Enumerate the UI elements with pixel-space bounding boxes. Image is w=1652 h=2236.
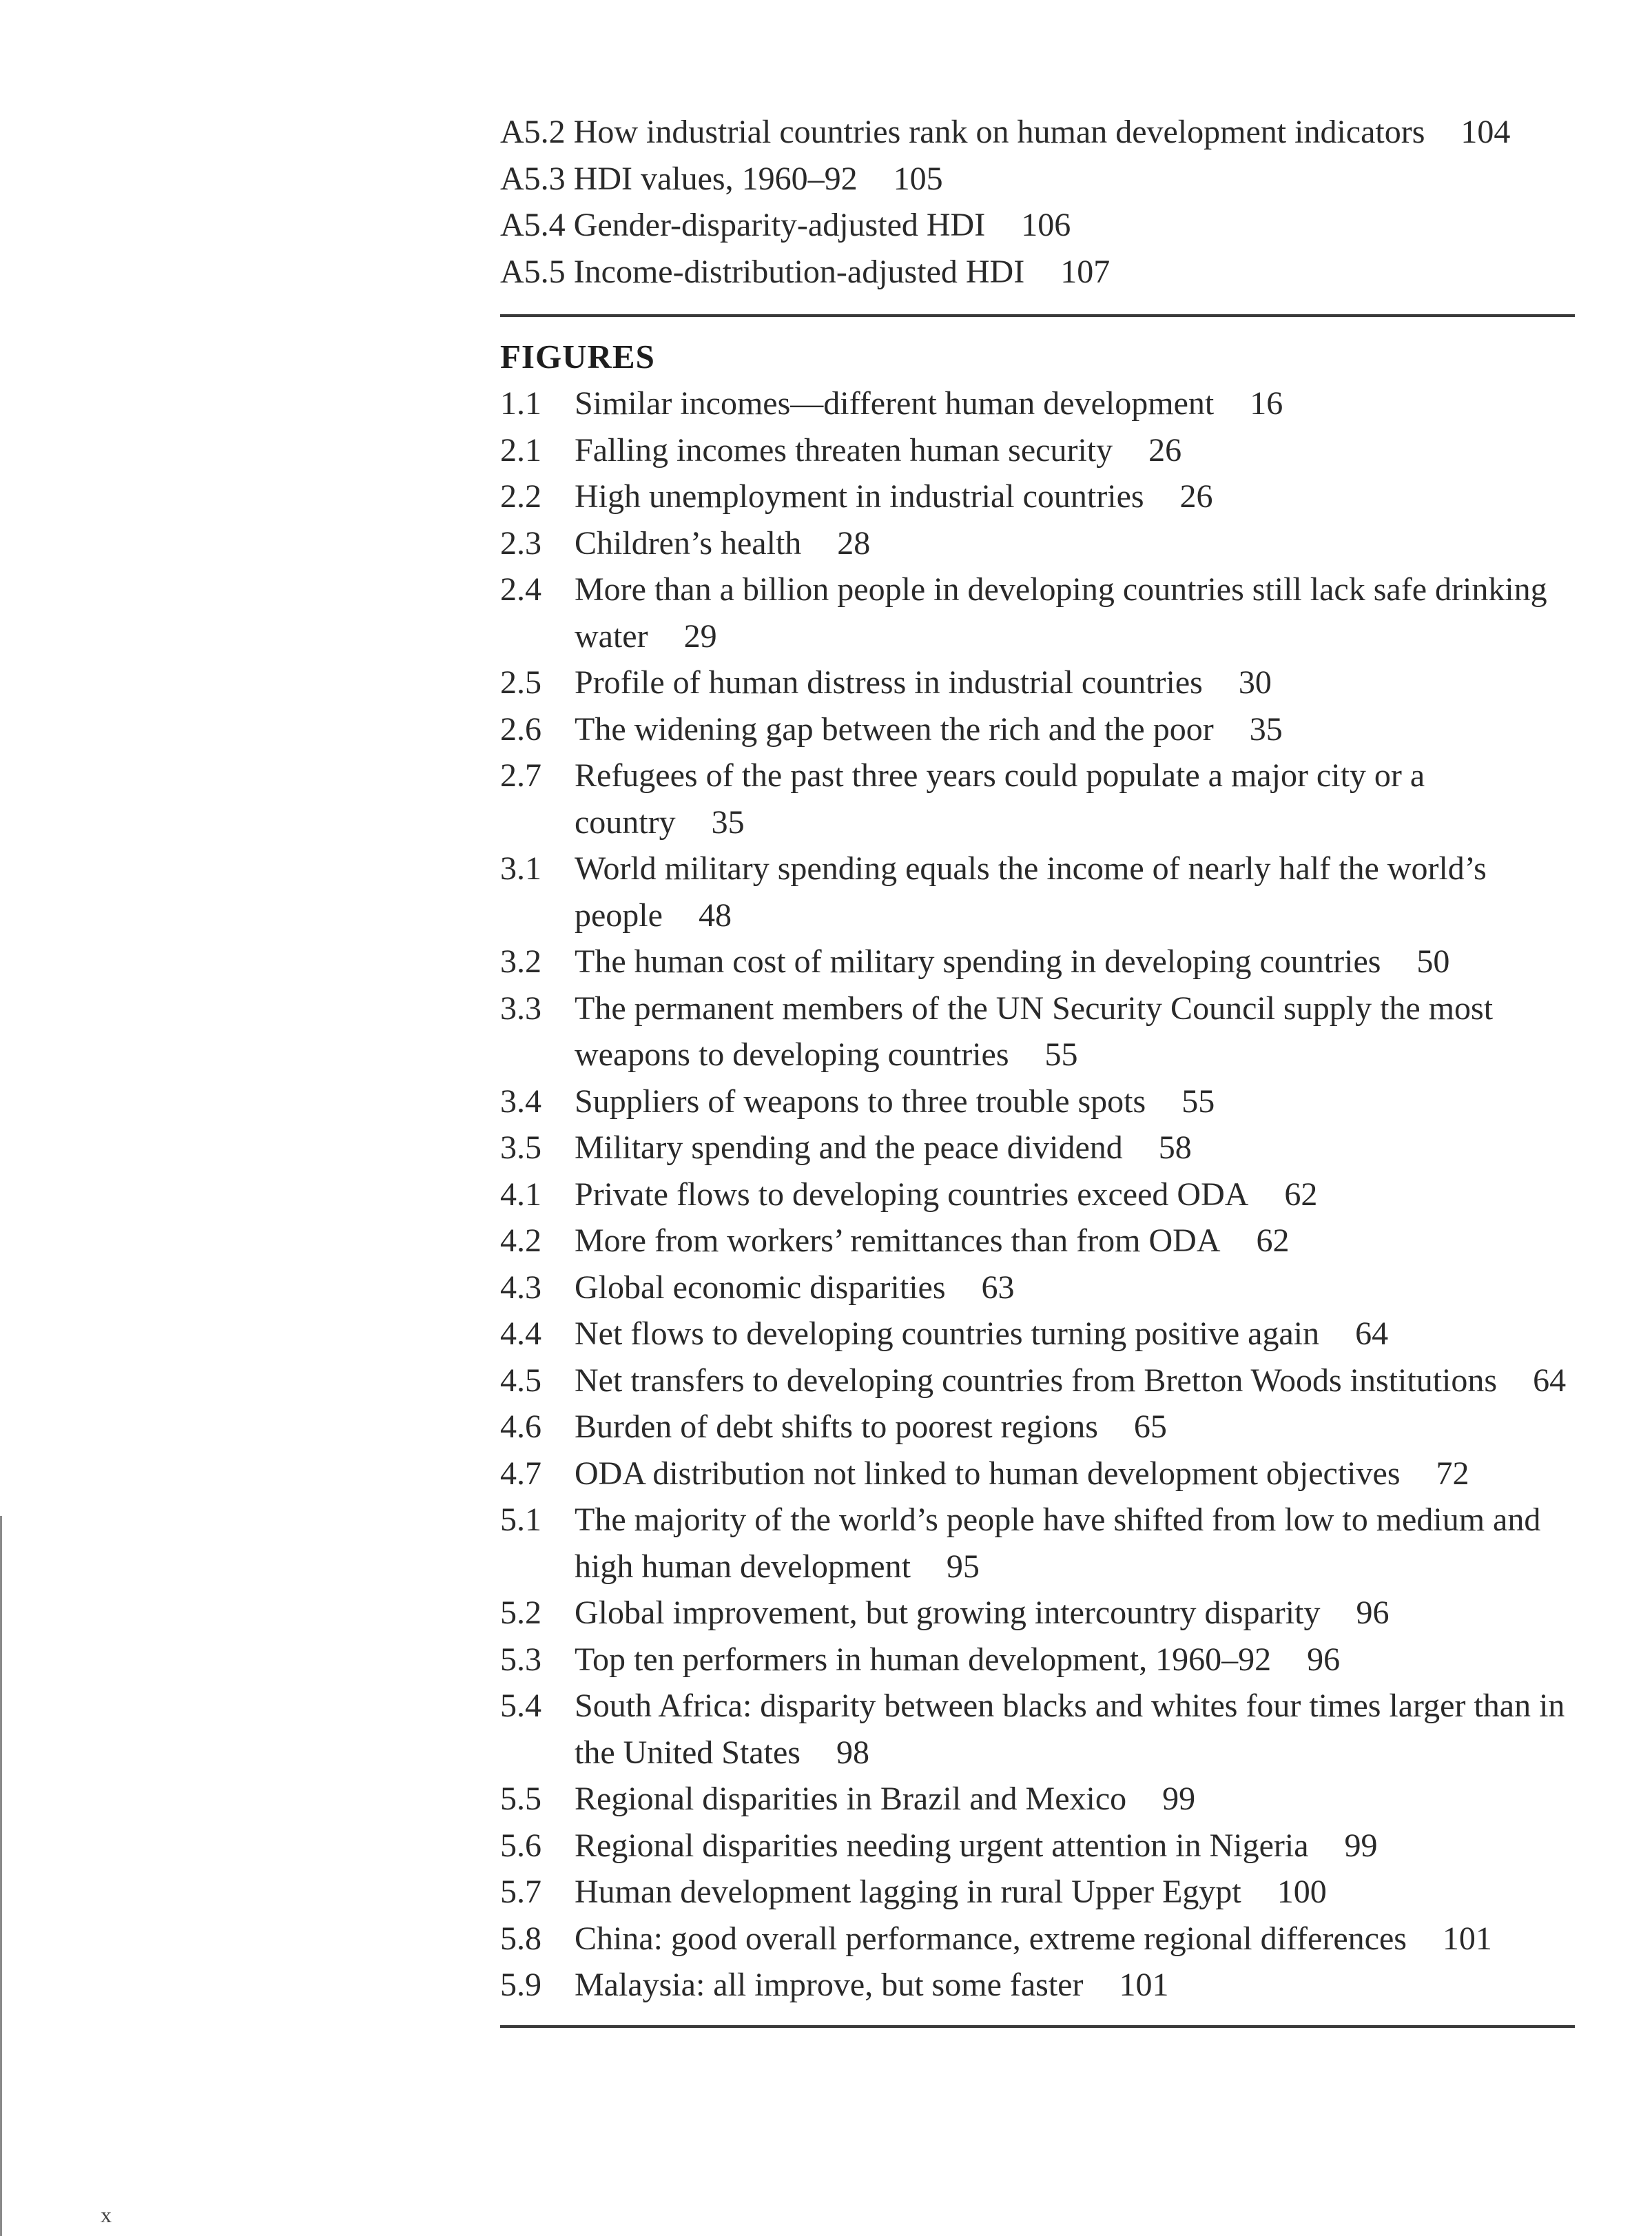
section-divider-bottom	[500, 2025, 1575, 2028]
table-entry-page: 106	[1021, 207, 1071, 243]
figure-page: 62	[1284, 1176, 1318, 1213]
figure-number: 5.6	[500, 1827, 541, 1864]
section-divider-top	[500, 314, 1575, 317]
figure-title: Private flows to developing countries exceed ODA	[575, 1176, 1249, 1213]
figure-entry	[500, 1311, 1575, 1357]
figure-entry-text	[575, 1264, 1575, 1311]
figure-entry-text	[575, 1776, 1575, 1823]
figure-number: 3.1	[500, 850, 541, 887]
figure-title: The widening gap between the rich and the poor	[575, 710, 1214, 748]
table-entry	[500, 156, 1575, 203]
figure-number: 3.3	[500, 989, 541, 1027]
figure-title: World military spending equals the income of nearly half the world’s people	[575, 850, 1487, 934]
figure-page: 99	[1344, 1827, 1378, 1864]
figure-number: 4.1	[500, 1176, 541, 1213]
figure-page: 62	[1256, 1222, 1290, 1259]
figure-entry	[500, 1869, 1575, 1916]
figure-entry-text	[575, 1218, 1575, 1264]
figure-title: Suppliers of weapons to three trouble spots	[575, 1083, 1146, 1120]
figure-entry-text	[575, 938, 1575, 985]
figure-page: 55	[1181, 1083, 1215, 1120]
figure-number: 2.2	[500, 478, 541, 515]
figure-number: 2.5	[500, 664, 541, 701]
figure-entry-text	[575, 1125, 1575, 1171]
figure-number: 5.5	[500, 1781, 541, 1817]
figure-page: 99	[1162, 1781, 1196, 1817]
figure-number: 4.7	[500, 1455, 541, 1492]
figure-entry-text	[575, 1637, 1575, 1683]
figure-entry-text	[575, 706, 1575, 753]
figure-entry-text	[575, 1311, 1575, 1357]
figure-number: 4.6	[500, 1408, 541, 1445]
figure-entry-text	[575, 1869, 1575, 1916]
figure-title: Malaysia: all improve, but some faster	[575, 1967, 1084, 2003]
figure-entry	[500, 1590, 1575, 1637]
figure-entry-text	[575, 1450, 1575, 1497]
figure-title: Refugees of the past three years could populate a major city or a country	[575, 757, 1425, 841]
figure-number: 5.1	[500, 1501, 541, 1538]
table-entry-title: HDI values, 1960–92	[573, 160, 858, 197]
figure-entry	[500, 659, 1575, 706]
figure-page: 48	[698, 896, 732, 934]
figure-entry	[500, 1264, 1575, 1311]
figure-entry	[500, 427, 1575, 474]
figure-page: 28	[837, 524, 871, 562]
figure-entry	[500, 985, 1575, 1078]
page-edge-shadow	[0, 1516, 2, 2236]
figure-page: 101	[1119, 1967, 1169, 2003]
figure-entry	[500, 1683, 1575, 1776]
figure-number: 4.3	[500, 1269, 541, 1306]
figure-entry	[500, 1357, 1575, 1404]
figure-number: 3.5	[500, 1129, 541, 1166]
figure-page: 50	[1416, 943, 1450, 980]
figure-entry	[500, 938, 1575, 985]
table-entry-page: 105	[893, 160, 943, 197]
page-folio: x	[101, 2202, 112, 2227]
figure-title: South Africa: disparity between blacks and whites four times larger than in the United States	[575, 1688, 1565, 1771]
figure-entry-text	[575, 1357, 1575, 1404]
figure-page: 26	[1179, 478, 1213, 515]
figure-entry	[500, 1404, 1575, 1450]
figure-entry	[500, 1916, 1575, 1962]
figure-page: 64	[1533, 1362, 1567, 1399]
figure-page: 16	[1250, 385, 1283, 422]
table-entry-page: 104	[1460, 114, 1511, 150]
figure-title: Regional disparities needing urgent attention in Nigeria	[575, 1827, 1309, 1864]
figure-number: 4.2	[500, 1222, 541, 1259]
figure-title: More than a billion people in developing countries still lack safe drinking water	[575, 571, 1547, 655]
table-entry-title: Income-distribution-adjusted HDI	[573, 253, 1025, 290]
table-entry	[500, 202, 1575, 249]
table-entry-title: How industrial countries rank on human development indicators	[573, 114, 1425, 150]
figure-title: ODA distribution not linked to human development objectives	[575, 1455, 1401, 1492]
figure-title: High unemployment in industrial countries	[575, 478, 1144, 515]
figure-title: The human cost of military spending in developing countries	[575, 943, 1381, 980]
figure-title: Regional disparities in Brazil and Mexico	[575, 1781, 1127, 1817]
figure-entry-text	[575, 659, 1575, 706]
figure-entry	[500, 1218, 1575, 1264]
figure-title: Global improvement, but growing intercountry disparity	[575, 1594, 1321, 1631]
figure-number: 2.6	[500, 710, 541, 748]
figure-title: The majority of the world’s people have shifted from low to medium and high human development	[575, 1501, 1541, 1585]
figure-title: Human development lagging in rural Upper Egypt	[575, 1874, 1241, 1910]
figure-entry-text	[575, 985, 1575, 1078]
figure-page: 96	[1307, 1641, 1341, 1678]
figure-entry-text	[575, 1916, 1575, 1962]
figure-page: 98	[836, 1734, 869, 1771]
figure-title: More from workers’ remittances than from ODA	[575, 1222, 1221, 1259]
figure-title: Global economic disparities	[575, 1269, 946, 1306]
figure-title: Top ten performers in human development, 1960–92	[575, 1641, 1272, 1678]
figure-entry-text	[575, 566, 1575, 659]
figure-entry	[500, 1078, 1575, 1125]
table-entry-title: Gender-disparity-adjusted HDI	[573, 207, 986, 243]
figure-entry	[500, 380, 1575, 427]
figure-title: Military spending and the peace dividend	[575, 1129, 1123, 1166]
figure-entry-text	[575, 1590, 1575, 1637]
figure-page: 55	[1044, 1036, 1078, 1073]
figure-entry	[500, 1776, 1575, 1823]
table-entry	[500, 109, 1575, 156]
figures-heading: FIGURES	[500, 338, 655, 376]
table-entry-label: A5.3	[500, 160, 566, 197]
figure-entry	[500, 520, 1575, 567]
figure-entry	[500, 566, 1575, 659]
figure-number: 5.4	[500, 1688, 541, 1724]
figure-title: The permanent members of the UN Security Council supply the most weapons to developing countries	[575, 989, 1494, 1073]
figure-page: 96	[1356, 1594, 1390, 1631]
figure-entry-text	[575, 380, 1575, 427]
figure-title: Profile of human distress in industrial countries	[575, 664, 1203, 701]
figure-title: Net flows to developing countries turning positive again	[575, 1315, 1320, 1352]
figure-page: 35	[1249, 710, 1283, 748]
table-entry-label: A5.5	[500, 253, 566, 290]
figure-number: 5.9	[500, 1967, 541, 2003]
figure-page: 100	[1277, 1874, 1327, 1910]
figure-page: 65	[1133, 1408, 1167, 1445]
table-entry-page: 107	[1060, 253, 1111, 290]
figure-number: 2.1	[500, 431, 541, 469]
figure-page: 58	[1158, 1129, 1192, 1166]
figure-title: Falling incomes threaten human security	[575, 431, 1113, 469]
figure-entry	[500, 1450, 1575, 1497]
figure-entry-text	[575, 1962, 1575, 2009]
figure-entry-text	[575, 752, 1575, 845]
figure-entry-text	[575, 473, 1575, 520]
figure-entry	[500, 845, 1575, 938]
figure-entry	[500, 1171, 1575, 1218]
figure-number: 3.2	[500, 943, 541, 980]
tables-list-continued	[500, 109, 1575, 295]
contents-page	[500, 109, 1575, 2028]
figure-title: Similar incomes—different human development	[575, 385, 1215, 422]
figure-entry-text	[575, 1171, 1575, 1218]
figure-title: Children’s health	[575, 524, 802, 562]
figure-page: 63	[981, 1269, 1015, 1306]
figure-number: 5.8	[500, 1920, 541, 1957]
figure-entry-text	[575, 1823, 1575, 1869]
figure-page: 101	[1442, 1920, 1492, 1957]
figure-page: 30	[1238, 664, 1272, 701]
figure-title: Net transfers to developing countries from Bretton Woods institutions	[575, 1362, 1498, 1399]
figure-page: 72	[1436, 1455, 1469, 1492]
figure-entry-text	[575, 520, 1575, 567]
figure-number: 4.5	[500, 1362, 541, 1399]
table-entry-label: A5.2	[500, 114, 566, 150]
figure-number: 2.3	[500, 524, 541, 562]
figure-title: Burden of debt shifts to poorest regions	[575, 1408, 1098, 1445]
figure-title: China: good overall performance, extreme regional differences	[575, 1920, 1407, 1957]
figure-number: 4.4	[500, 1315, 541, 1352]
figure-entry	[500, 752, 1575, 845]
figure-entry	[500, 473, 1575, 520]
figure-number: 5.3	[500, 1641, 541, 1678]
figure-entry	[500, 1497, 1575, 1590]
figure-page: 26	[1148, 431, 1182, 469]
figure-entry-text	[575, 427, 1575, 474]
figure-entry-text	[575, 1078, 1575, 1125]
figure-number: 2.7	[500, 757, 541, 794]
figure-page: 64	[1355, 1315, 1389, 1352]
figure-page: 95	[946, 1548, 980, 1585]
figure-entry-text	[575, 845, 1575, 938]
figure-entry-text	[575, 1404, 1575, 1450]
figure-number: 5.7	[500, 1874, 541, 1910]
figure-entry	[500, 1962, 1575, 2009]
figure-entry	[500, 1637, 1575, 1683]
figure-number: 2.4	[500, 571, 541, 608]
figure-entry-text	[575, 1683, 1575, 1776]
figure-page: 29	[683, 617, 717, 655]
figure-number: 1.1	[500, 385, 541, 422]
figure-entry-text	[575, 1497, 1575, 1590]
figure-entry	[500, 1823, 1575, 1869]
figure-number: 3.4	[500, 1083, 541, 1120]
table-entry	[500, 249, 1575, 296]
figure-entry	[500, 1125, 1575, 1171]
figure-number: 5.2	[500, 1594, 541, 1631]
figures-list	[500, 380, 1575, 2009]
table-entry-label: A5.4	[500, 207, 566, 243]
figure-page: 35	[711, 803, 745, 841]
figure-entry	[500, 706, 1575, 753]
